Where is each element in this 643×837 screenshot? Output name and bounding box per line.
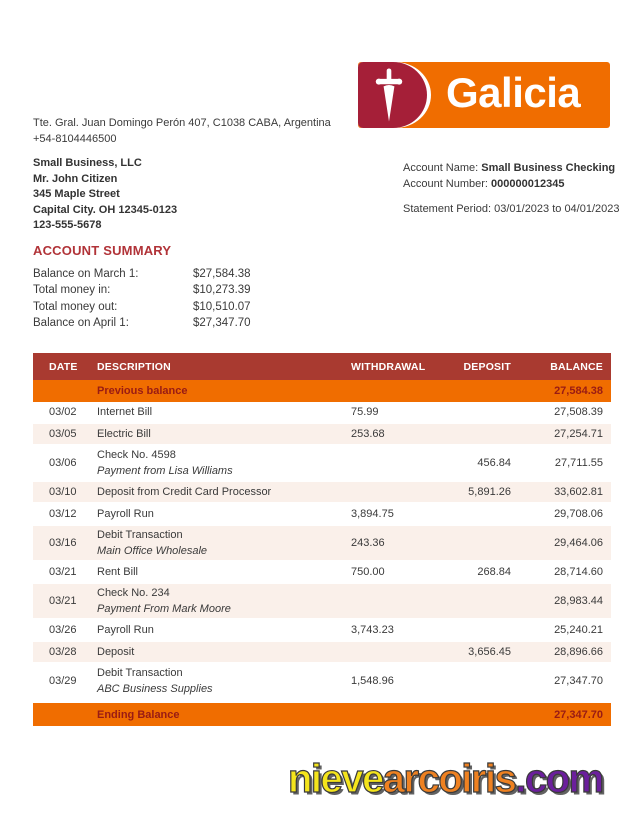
logo-emblem bbox=[358, 62, 427, 128]
transaction-description-note: Main Office Wholesale bbox=[97, 545, 208, 557]
transaction-date: 03/21 bbox=[49, 595, 77, 607]
transaction-description bbox=[97, 644, 351, 660]
header-balance: BALANCE bbox=[550, 360, 603, 373]
transaction-balance: 33,602.81 bbox=[554, 486, 603, 498]
transaction-description bbox=[97, 665, 351, 697]
transaction-deposit: 3,656.45 bbox=[468, 646, 511, 658]
transaction-deposit: 456.84 bbox=[477, 457, 511, 469]
transaction-date: 03/10 bbox=[49, 486, 77, 498]
statement-period: Statement Period: 03/01/2023 to 04/01/2023 bbox=[403, 203, 620, 215]
transaction-row bbox=[33, 562, 611, 584]
transaction-description-main: Debit Transaction bbox=[97, 529, 183, 541]
transaction-description-note: Payment From Mark Moore bbox=[97, 603, 231, 615]
customer-address bbox=[33, 156, 177, 234]
transaction-row bbox=[33, 620, 611, 642]
transaction-date: 03/16 bbox=[49, 537, 77, 549]
transaction-description-main: Deposit bbox=[97, 646, 135, 658]
transaction-row bbox=[33, 642, 611, 664]
watermark-part2: arcoiris bbox=[382, 757, 516, 801]
summary-row bbox=[33, 315, 251, 331]
transaction-description-main: Payroll Run bbox=[97, 624, 154, 636]
ending-balance-row bbox=[33, 703, 611, 726]
previous-balance-label: Previous balance bbox=[97, 385, 188, 397]
header-withdrawal: WITHDRAWAL bbox=[351, 360, 426, 373]
transaction-description-main: Debit Transaction bbox=[97, 667, 183, 679]
transaction-description-note: Payment from Lisa Williams bbox=[97, 465, 233, 477]
transaction-row bbox=[33, 482, 611, 504]
transaction-withdrawal: 75.99 bbox=[351, 406, 379, 418]
transaction-date: 03/06 bbox=[49, 457, 77, 469]
transaction-row bbox=[33, 664, 611, 700]
transaction-date: 03/28 bbox=[49, 646, 77, 658]
transaction-balance: 29,708.06 bbox=[554, 508, 603, 520]
table-header bbox=[33, 353, 611, 380]
summary-label: Balance on March 1: bbox=[33, 268, 139, 280]
transaction-description bbox=[97, 622, 351, 638]
transaction-description bbox=[97, 404, 351, 420]
transaction-row bbox=[33, 446, 611, 482]
header-date: DATE bbox=[49, 360, 78, 373]
bank-address bbox=[33, 116, 331, 147]
transaction-row bbox=[33, 584, 611, 620]
transaction-description-main: Payroll Run bbox=[97, 508, 154, 520]
sword-icon bbox=[374, 68, 404, 122]
transaction-description-main: Internet Bill bbox=[97, 406, 153, 418]
transaction-description-main: Check No. 234 bbox=[97, 587, 170, 599]
transaction-description bbox=[97, 426, 351, 442]
customer-contact: Mr. John Citizen bbox=[33, 172, 118, 185]
transaction-description bbox=[97, 564, 351, 580]
transaction-description bbox=[97, 447, 351, 479]
transaction-balance: 29,464.06 bbox=[554, 537, 603, 549]
summary-row bbox=[33, 266, 251, 282]
transaction-date: 03/12 bbox=[49, 508, 77, 520]
transaction-balance: 27,347.70 bbox=[554, 675, 603, 687]
transaction-date: 03/26 bbox=[49, 624, 77, 636]
transaction-description bbox=[97, 585, 351, 617]
transaction-withdrawal: 1,548.96 bbox=[351, 675, 394, 687]
customer-phone: 123-555-5678 bbox=[33, 219, 102, 232]
transaction-date: 03/02 bbox=[49, 406, 77, 418]
summary-title: ACCOUNT SUMMARY bbox=[33, 243, 172, 258]
summary-value: $27,584.38 bbox=[193, 268, 251, 280]
transaction-description-note: ABC Business Supplies bbox=[97, 683, 213, 695]
summary-row bbox=[33, 299, 251, 315]
galicia-wordmark: Galicia bbox=[446, 69, 581, 116]
bank-phone: +54-8104446500 bbox=[33, 132, 117, 145]
transaction-description-main: Rent Bill bbox=[97, 566, 138, 578]
transaction-row bbox=[33, 424, 611, 446]
transaction-deposit: 5,891.26 bbox=[468, 486, 511, 498]
transaction-date: 03/29 bbox=[49, 675, 77, 687]
summary-row bbox=[33, 282, 251, 298]
summary-value: $10,273.39 bbox=[193, 284, 251, 297]
summary-value: $10,510.07 bbox=[193, 300, 251, 313]
previous-balance-value: 27,584.38 bbox=[554, 385, 603, 397]
transaction-date: 03/21 bbox=[49, 566, 77, 578]
transaction-description bbox=[97, 527, 351, 559]
transaction-withdrawal: 243.36 bbox=[351, 537, 385, 549]
transaction-balance: 27,711.55 bbox=[554, 457, 603, 469]
account-number-value: 000000012345 bbox=[491, 178, 565, 190]
transaction-balance: 25,240.21 bbox=[554, 624, 603, 636]
transaction-row bbox=[33, 402, 611, 424]
watermark-part1: nieve bbox=[288, 757, 383, 801]
header-deposit: DEPOSIT bbox=[463, 360, 511, 373]
ending-balance-value: 27,347.70 bbox=[554, 708, 603, 721]
transaction-withdrawal: 3,894.75 bbox=[351, 508, 394, 520]
transactions-table bbox=[33, 353, 611, 726]
bank-address-line: Tte. Gral. Juan Domingo Perón 407, C1038 CABA, Argentina bbox=[33, 117, 331, 129]
account-name-line bbox=[403, 160, 620, 176]
transaction-balance: 28,983.44 bbox=[554, 595, 603, 607]
transaction-withdrawal: 750.00 bbox=[351, 566, 385, 578]
transaction-description bbox=[97, 484, 351, 500]
transaction-description-main: Check No. 4598 bbox=[97, 449, 176, 461]
account-number-label: Account Number: bbox=[403, 178, 492, 190]
summary-label: Total money in: bbox=[33, 284, 111, 297]
transaction-deposit: 268.84 bbox=[477, 566, 511, 578]
transaction-row bbox=[33, 504, 611, 526]
account-name-value: Small Business Checking bbox=[481, 162, 616, 174]
transaction-row bbox=[33, 526, 611, 562]
transaction-balance: 27,254.71 bbox=[554, 428, 603, 440]
ending-balance-label: Ending Balance bbox=[97, 708, 180, 721]
account-name-label: Account Name: bbox=[403, 162, 482, 174]
watermark-part3: .com bbox=[515, 757, 603, 801]
transaction-date: 03/05 bbox=[49, 428, 77, 440]
transaction-description-main: Deposit from Credit Card Processor bbox=[97, 486, 272, 498]
customer-street: 345 Maple Street bbox=[33, 188, 120, 201]
transaction-balance: 28,896.66 bbox=[554, 646, 603, 658]
transaction-description-main: Electric Bill bbox=[97, 428, 151, 440]
summary-value: $27,347.70 bbox=[193, 316, 251, 329]
previous-balance-row bbox=[33, 380, 611, 402]
customer-city: Capital City. OH 12345-0123 bbox=[33, 203, 178, 216]
transaction-rows bbox=[33, 402, 611, 700]
logo-emblem-outline bbox=[358, 62, 431, 128]
account-summary bbox=[33, 266, 251, 331]
transaction-balance: 28,714.60 bbox=[554, 566, 603, 578]
summary-label: Total money out: bbox=[33, 300, 118, 313]
account-info bbox=[403, 160, 620, 217]
watermark bbox=[288, 757, 603, 802]
transaction-description bbox=[97, 506, 351, 522]
transaction-balance: 27,508.39 bbox=[554, 406, 603, 418]
header-description: DESCRIPTION bbox=[97, 360, 171, 373]
account-number-line bbox=[403, 176, 620, 192]
transaction-withdrawal: 253.68 bbox=[351, 428, 385, 440]
bank-logo bbox=[358, 62, 610, 128]
transaction-withdrawal: 3,743.23 bbox=[351, 624, 394, 636]
customer-name: Small Business, LLC bbox=[33, 157, 142, 169]
summary-label: Balance on April 1: bbox=[33, 316, 129, 329]
